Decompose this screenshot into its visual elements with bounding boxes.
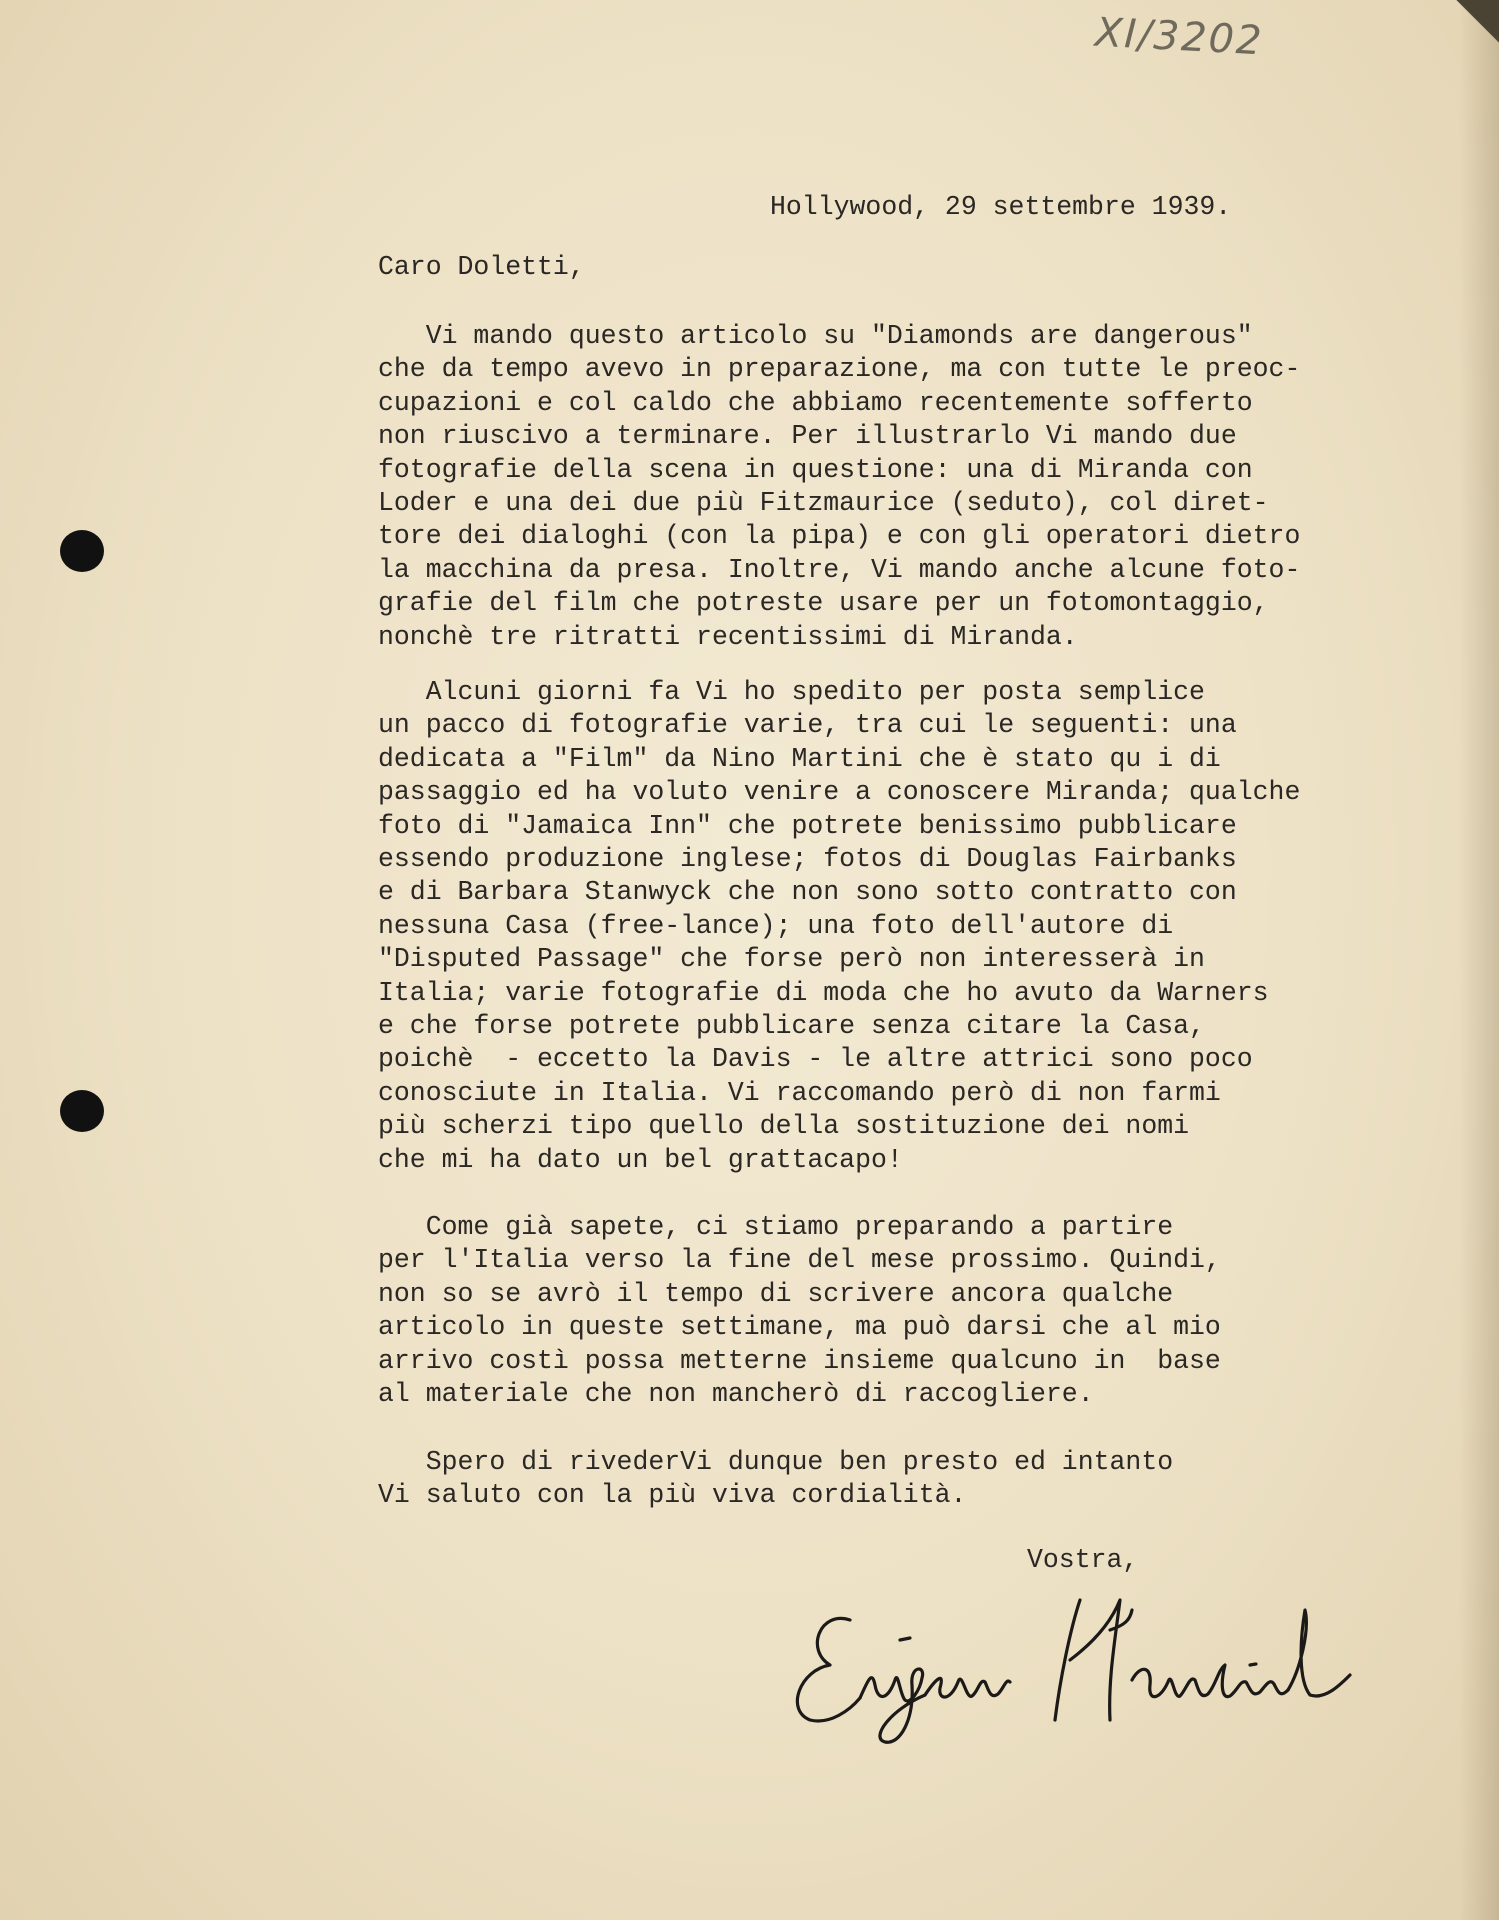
page-edge-shadow [1459,0,1499,1920]
letter-paragraph-1: Vi mando questo articolo su "Diamonds are dangerous" che da tempo avevo in preparazione, ma con tutte le preoc- cupazioni e col caldo che abbiamo recentemente sofferto non riuscivo a terminare. Per illustrarlo Vi mando due fotografie della scena in questione: una di Miranda con Loder e una dei due più Fitzmaurice (seduto), col diret- tore dei dialoghi (con la pipa) e con gli operatori dietro la macchina da presa. Inoltre, Vi mando anche alcune foto- grafie del film che potreste usare per un fotomontaggio, nonchè tre ritratti recentissimi di Miranda. [378,321,1301,652]
punch-hole-top [60,530,104,572]
letter-closing: Vostra, [1027,1545,1139,1575]
letter-paragraph-2: Alcuni giorni fa Vi ho spedito per posta semplice un pacco di fotografie varie, tra cui le seguenti: una dedicata a "Film" da Nino Martini che è stato qu i di passaggio ed ha voluto venire a conoscere Miranda; qualche foto di "Jamaica Inn" che potrete benissimo pubblicare essendo produzione inglese; fotos di Douglas Fairbanks e di Barbara Stanwyck che non sono sotto contratto con nessuna Casa (free-lance); una foto dell'autore di "Disputed Passage" che forse però non interesserà in Italia; varie fotografie di moda che ho avuto da Warners e che forse potrete pubblicare senza citare la Casa, poichè - eccetto la Davis - le altre attrici sono poco conosciute in Italia. Vi raccomando però di non farmi più scherzi tipo quello della sostituzione dei nomi che mi ha dato un bel grattacapo! [378,677,1301,1175]
letter-date: Hollywood, 29 settembre 1939. [770,192,1232,222]
letter-paragraph-3: Come già sapete, ci stiamo preparando a partire per l'Italia verso la fine del mese prossimo. Quindi, non so se avrò il tempo di scrivere ancora qualche articolo in queste settimane, ma può darsi che al mio arrivo costì possa metterne insieme qualcuno in base al materiale che non mancherò di raccogliere. [378,1212,1221,1410]
handwritten-signature [780,1570,1420,1750]
archive-number-stamp: XI/3202 [1093,9,1265,65]
letter-salutation: Caro Doletti, [378,252,585,282]
letter-paragraph-4: Spero di rivederVi dunque ben presto ed intanto Vi saluto con la più viva cordialità. [378,1447,1174,1511]
punch-hole-bottom [60,1090,104,1132]
folded-corner [1439,0,1499,60]
